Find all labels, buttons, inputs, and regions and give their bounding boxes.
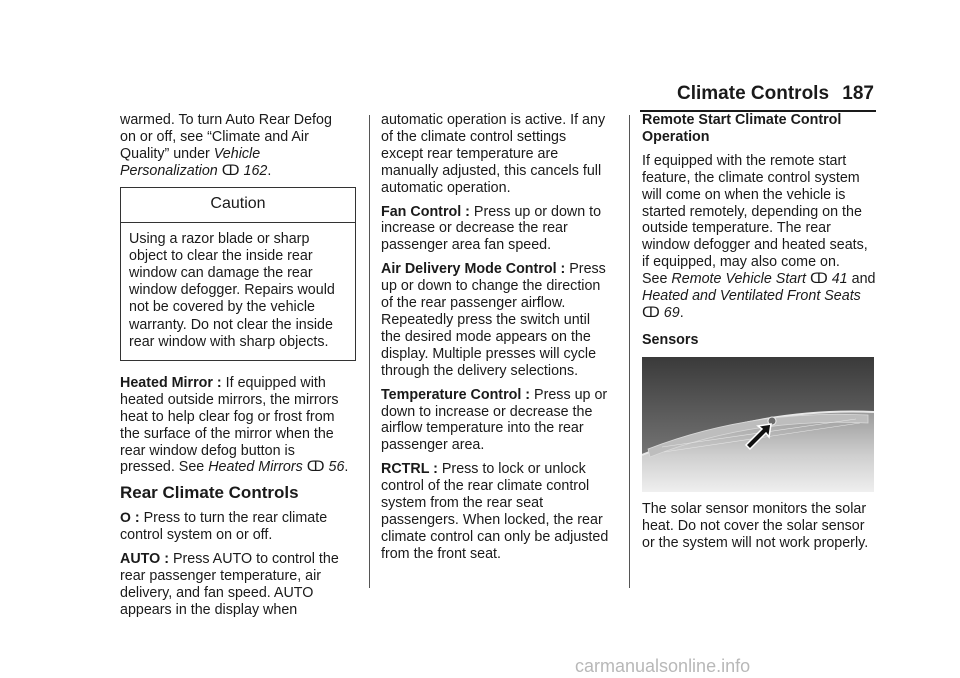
ref-marker-icon: ↀ — [642, 304, 664, 321]
watermark: carmanualsonline.info — [575, 656, 751, 676]
column-divider-2 — [629, 115, 630, 588]
solar-sensor-illustration — [642, 357, 874, 492]
sensors-paragraph: The solar sensor monitors the solar heat. Do not cover the solar sensor or the system will not work properly. — [642, 500, 869, 551]
power-icon: O — [120, 509, 131, 526]
caution-text: Using a razor blade or sharp object to clear the inside rear window can damage the rear window defogger. Repairs would not be covered by the vehicle warranty. Do not clear the inside rear window with sharp objects. — [129, 230, 335, 350]
xref-page[interactable]: 162 — [243, 162, 268, 179]
column-2 — [381, 112, 621, 570]
section-heading-rear-climate: Rear Climate Controls — [120, 483, 299, 503]
auto-label: AUTO : — [120, 551, 169, 568]
temperature-control-label: Temperature Control : — [381, 386, 531, 403]
rctrl-paragraph: RCTRL : Press to lock or unlock control of the rear climate control system from the rear seat passengers. When locked, the rear climate control can only be adjusted from the front seat. — [381, 461, 609, 562]
auto-continued-paragraph: automatic operation is active. If any of the climate control settings except rear temperature are manually adjusted, this cancels full automatic operation. — [381, 112, 606, 196]
heated-mirror-paragraph: Heated Mirror : If equipped with heated outside mirrors, the mirrors heat to help clear fog or frost from the surface of the mirror when the rear window defog button is pressed. See Heated Mirrors ↀ 56. — [120, 374, 349, 476]
intro-paragraph: warmed. To turn Auto Rear Defog on or off, see “Climate and Air Quality” under Vehicle Personalization ↀ 162. — [120, 112, 332, 179]
ref-marker-icon: ↀ — [805, 271, 832, 288]
fan-control-label: Fan Control : — [381, 203, 470, 220]
heated-mirror-label: Heated Mirror : — [120, 374, 222, 391]
xref-link[interactable]: Personalization — [120, 162, 218, 179]
auto-paragraph: AUTO : Press AUTO to control the rear passenger temperature, air delivery, and fan speed. AUTO appears in the display when — [120, 551, 339, 618]
rctrl-label: RCTRL : — [381, 461, 438, 478]
ref-marker-icon: ↀ — [302, 459, 329, 476]
page-header — [640, 80, 876, 110]
air-delivery-label: Air Delivery Mode Control : — [381, 261, 566, 278]
power-paragraph: O : Press to turn the rear climate control system on or off. — [120, 509, 328, 544]
xref-page[interactable]: 69 — [663, 304, 680, 321]
page-title: Climate Controls — [677, 83, 830, 104]
xref-link[interactable]: Heated and Ventilated Front Seats — [642, 288, 861, 305]
temperature-control-paragraph: Temperature Control : Press up or down to increase or decrease the airflow temperature into the rear passenger area. — [381, 386, 608, 454]
caution-title: Caution — [121, 188, 355, 223]
column-1 — [120, 112, 360, 626]
xref-link[interactable]: Remote Vehicle Start — [671, 271, 806, 288]
remote-start-paragraph: If equipped with the remote start feature, the climate control system will come on when the vehicle is started remotely, depending on the outside temperature. The rear window defogger and heated seats, if equipped, may also come on. See Remote Vehicle Start ↀ 41 and Heated and Ventilated Front Seats ↀ 69. — [642, 152, 876, 321]
column-3 — [642, 112, 878, 559]
xref-page[interactable]: 56 — [328, 459, 345, 476]
page-number: 187 — [842, 83, 874, 104]
xref-page[interactable]: 41 — [831, 271, 848, 288]
xref-link[interactable]: Vehicle — [213, 145, 261, 162]
fan-control-paragraph: Fan Control : Press up or down to increase or decrease the rear passenger area fan speed. — [381, 203, 602, 254]
air-delivery-paragraph: Air Delivery Mode Control : Press up or down to change the direction of the rear passenger airflow. Repeatedly press the switch until the desired mode appears on the display. Multiple presses will cycle through the delivery selections. — [381, 261, 606, 379]
sensors-heading: Sensors — [642, 331, 699, 348]
remote-start-heading: Remote Start Climate Control Operation — [642, 112, 842, 145]
xref-link[interactable]: Heated Mirrors — [208, 459, 303, 476]
caution-box — [120, 187, 356, 361]
column-divider-1 — [369, 115, 370, 588]
